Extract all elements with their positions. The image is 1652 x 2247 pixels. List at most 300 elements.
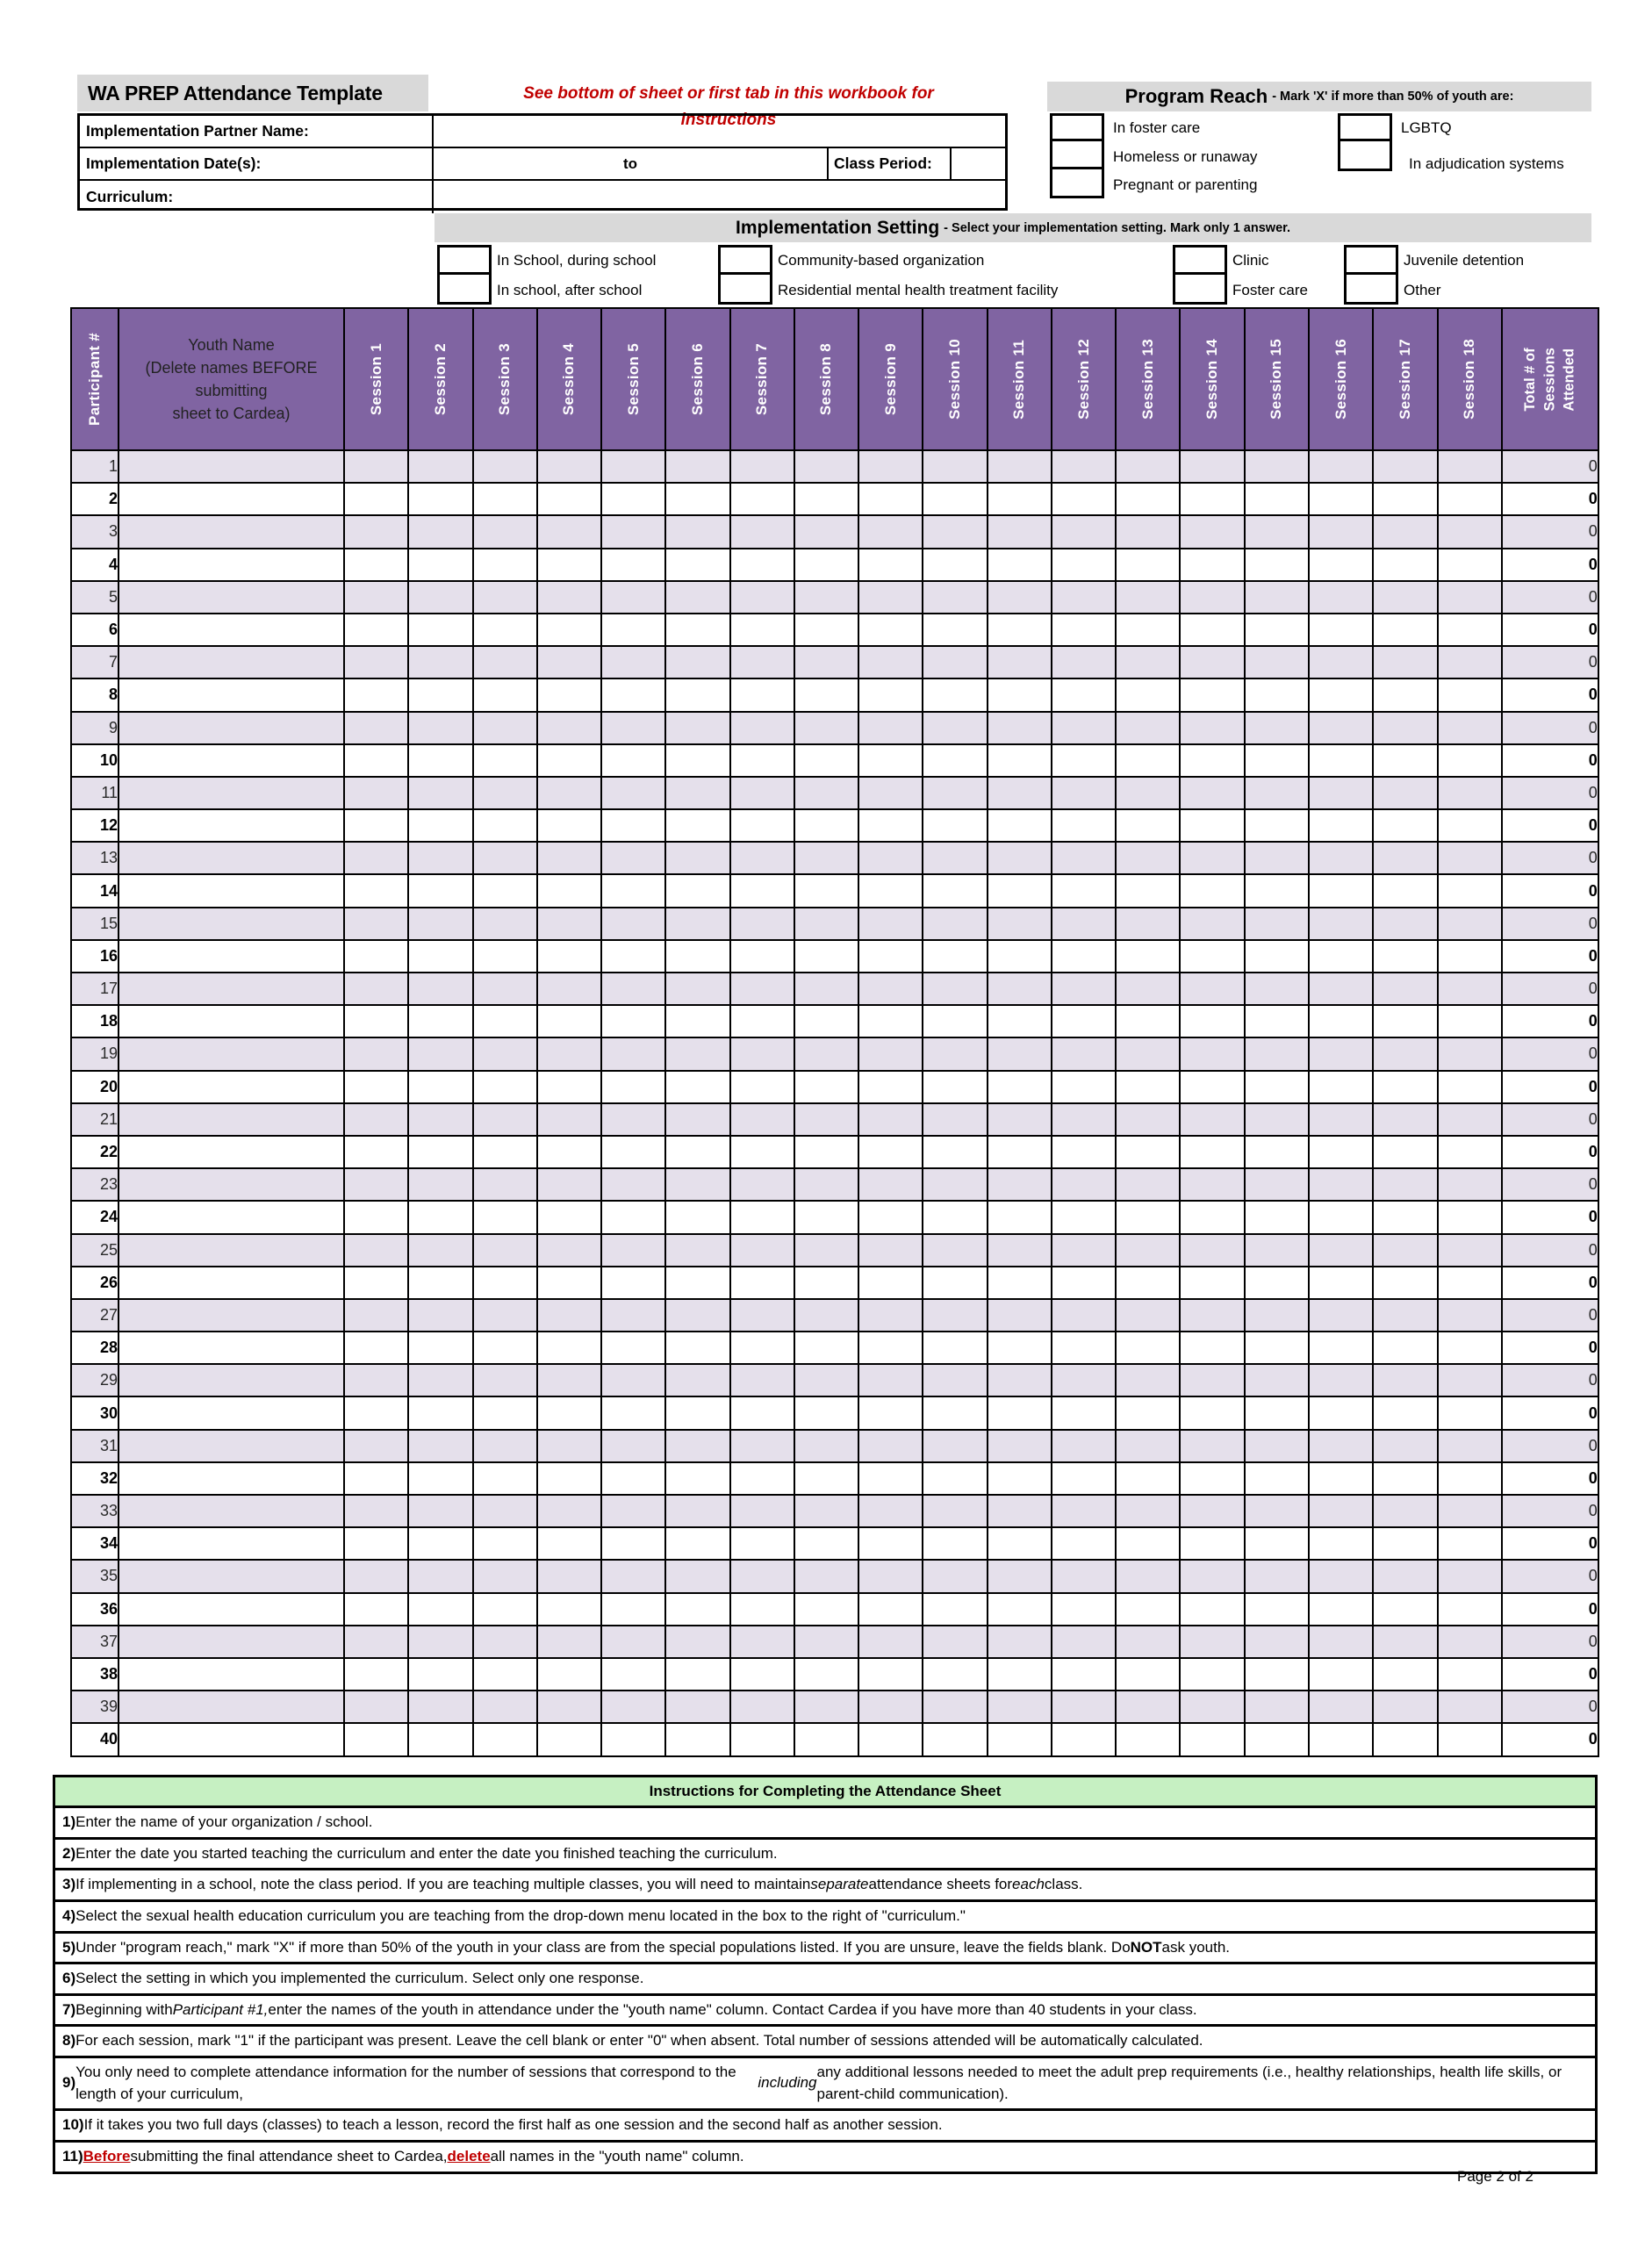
- session-18-cell[interactable]: [1438, 1364, 1502, 1396]
- session-7-cell[interactable]: [730, 908, 794, 940]
- session-5-cell[interactable]: [601, 450, 665, 483]
- session-7-cell[interactable]: [730, 614, 794, 646]
- session-13-cell[interactable]: [1116, 1299, 1180, 1332]
- session-17-cell[interactable]: [1373, 1037, 1437, 1070]
- session-14-cell[interactable]: [1180, 1267, 1244, 1299]
- session-16-cell[interactable]: [1309, 908, 1373, 940]
- session-15-cell[interactable]: [1245, 1201, 1309, 1233]
- session-15-cell[interactable]: [1245, 1037, 1309, 1070]
- session-6-cell[interactable]: [665, 1299, 729, 1332]
- session-17-cell[interactable]: [1373, 1723, 1437, 1755]
- session-10-cell[interactable]: [923, 581, 987, 614]
- session-6-cell[interactable]: [665, 1267, 729, 1299]
- youth-name-cell[interactable]: [119, 1691, 344, 1723]
- session-7-cell[interactable]: [730, 1037, 794, 1070]
- session-17-cell[interactable]: [1373, 1691, 1437, 1723]
- session-8-cell[interactable]: [794, 646, 858, 678]
- session-17-cell[interactable]: [1373, 678, 1437, 711]
- youth-name-cell[interactable]: [119, 1462, 344, 1495]
- session-14-cell[interactable]: [1180, 1168, 1244, 1201]
- youth-name-cell[interactable]: [119, 646, 344, 678]
- session-18-cell[interactable]: [1438, 1332, 1502, 1364]
- session-10-cell[interactable]: [923, 515, 987, 548]
- session-18-cell[interactable]: [1438, 581, 1502, 614]
- session-1-cell[interactable]: [344, 450, 408, 483]
- youth-name-cell[interactable]: [119, 1267, 344, 1299]
- session-11-cell[interactable]: [988, 1299, 1052, 1332]
- session-17-cell[interactable]: [1373, 1234, 1437, 1267]
- session-9-cell[interactable]: [858, 1201, 923, 1233]
- session-15-cell[interactable]: [1245, 1234, 1309, 1267]
- session-15-cell[interactable]: [1245, 809, 1309, 842]
- session-2-cell[interactable]: [408, 1136, 472, 1168]
- session-5-cell[interactable]: [601, 1691, 665, 1723]
- session-5-cell[interactable]: [601, 809, 665, 842]
- youth-name-cell[interactable]: [119, 1299, 344, 1332]
- session-13-cell[interactable]: [1116, 1495, 1180, 1527]
- session-12-cell[interactable]: [1052, 777, 1116, 809]
- session-16-cell[interactable]: [1309, 450, 1373, 483]
- session-3-cell[interactable]: [473, 678, 537, 711]
- session-15-cell[interactable]: [1245, 1691, 1309, 1723]
- session-15-cell[interactable]: [1245, 1005, 1309, 1037]
- session-14-cell[interactable]: [1180, 1299, 1244, 1332]
- session-12-cell[interactable]: [1052, 515, 1116, 548]
- session-1-cell[interactable]: [344, 1560, 408, 1592]
- session-13-cell[interactable]: [1116, 1364, 1180, 1396]
- session-5-cell[interactable]: [601, 1234, 665, 1267]
- session-13-cell[interactable]: [1116, 450, 1180, 483]
- session-12-cell[interactable]: [1052, 842, 1116, 874]
- session-16-cell[interactable]: [1309, 1495, 1373, 1527]
- session-14-cell[interactable]: [1180, 809, 1244, 842]
- session-11-cell[interactable]: [988, 1626, 1052, 1658]
- session-2-cell[interactable]: [408, 1462, 472, 1495]
- session-3-cell[interactable]: [473, 1168, 537, 1201]
- checkbox-foster-care[interactable]: [1050, 113, 1104, 141]
- session-8-cell[interactable]: [794, 450, 858, 483]
- session-4-cell[interactable]: [537, 1364, 601, 1396]
- session-7-cell[interactable]: [730, 1495, 794, 1527]
- session-18-cell[interactable]: [1438, 1495, 1502, 1527]
- implementation-dates-input[interactable]: to: [434, 148, 829, 179]
- session-18-cell[interactable]: [1438, 1626, 1502, 1658]
- session-1-cell[interactable]: [344, 809, 408, 842]
- session-5-cell[interactable]: [601, 1527, 665, 1560]
- session-6-cell[interactable]: [665, 483, 729, 515]
- session-17-cell[interactable]: [1373, 777, 1437, 809]
- session-2-cell[interactable]: [408, 1560, 472, 1592]
- session-2-cell[interactable]: [408, 940, 472, 973]
- session-14-cell[interactable]: [1180, 1201, 1244, 1233]
- session-15-cell[interactable]: [1245, 1267, 1309, 1299]
- session-4-cell[interactable]: [537, 809, 601, 842]
- session-11-cell[interactable]: [988, 483, 1052, 515]
- session-6-cell[interactable]: [665, 973, 729, 1005]
- session-3-cell[interactable]: [473, 1332, 537, 1364]
- youth-name-cell[interactable]: [119, 1005, 344, 1037]
- session-7-cell[interactable]: [730, 842, 794, 874]
- session-1-cell[interactable]: [344, 744, 408, 777]
- session-15-cell[interactable]: [1245, 712, 1309, 744]
- youth-name-cell[interactable]: [119, 744, 344, 777]
- session-16-cell[interactable]: [1309, 973, 1373, 1005]
- session-14-cell[interactable]: [1180, 1071, 1244, 1103]
- session-5-cell[interactable]: [601, 1396, 665, 1429]
- session-18-cell[interactable]: [1438, 678, 1502, 711]
- session-11-cell[interactable]: [988, 1430, 1052, 1462]
- session-12-cell[interactable]: [1052, 1560, 1116, 1592]
- session-7-cell[interactable]: [730, 744, 794, 777]
- session-17-cell[interactable]: [1373, 1201, 1437, 1233]
- session-6-cell[interactable]: [665, 777, 729, 809]
- session-6-cell[interactable]: [665, 1168, 729, 1201]
- session-16-cell[interactable]: [1309, 712, 1373, 744]
- session-7-cell[interactable]: [730, 1201, 794, 1233]
- session-6-cell[interactable]: [665, 1037, 729, 1070]
- session-17-cell[interactable]: [1373, 908, 1437, 940]
- session-3-cell[interactable]: [473, 1396, 537, 1429]
- session-10-cell[interactable]: [923, 1723, 987, 1755]
- session-15-cell[interactable]: [1245, 1364, 1309, 1396]
- session-16-cell[interactable]: [1309, 1234, 1373, 1267]
- session-9-cell[interactable]: [858, 581, 923, 614]
- session-18-cell[interactable]: [1438, 908, 1502, 940]
- checkbox-adjudication[interactable]: [1338, 141, 1392, 171]
- session-13-cell[interactable]: [1116, 940, 1180, 973]
- session-2-cell[interactable]: [408, 712, 472, 744]
- session-13-cell[interactable]: [1116, 515, 1180, 548]
- session-17-cell[interactable]: [1373, 1658, 1437, 1691]
- session-10-cell[interactable]: [923, 1658, 987, 1691]
- session-2-cell[interactable]: [408, 1299, 472, 1332]
- session-12-cell[interactable]: [1052, 1658, 1116, 1691]
- session-18-cell[interactable]: [1438, 1658, 1502, 1691]
- session-11-cell[interactable]: [988, 1527, 1052, 1560]
- session-16-cell[interactable]: [1309, 549, 1373, 581]
- session-2-cell[interactable]: [408, 908, 472, 940]
- session-13-cell[interactable]: [1116, 1560, 1180, 1592]
- session-13-cell[interactable]: [1116, 1103, 1180, 1136]
- session-15-cell[interactable]: [1245, 973, 1309, 1005]
- session-6-cell[interactable]: [665, 940, 729, 973]
- session-18-cell[interactable]: [1438, 1201, 1502, 1233]
- checkbox-in-school-after[interactable]: [437, 275, 492, 305]
- session-6-cell[interactable]: [665, 1430, 729, 1462]
- session-14-cell[interactable]: [1180, 1037, 1244, 1070]
- session-14-cell[interactable]: [1180, 1462, 1244, 1495]
- session-16-cell[interactable]: [1309, 1364, 1373, 1396]
- session-1-cell[interactable]: [344, 1234, 408, 1267]
- session-12-cell[interactable]: [1052, 973, 1116, 1005]
- session-6-cell[interactable]: [665, 1560, 729, 1592]
- session-3-cell[interactable]: [473, 646, 537, 678]
- session-7-cell[interactable]: [730, 549, 794, 581]
- session-11-cell[interactable]: [988, 809, 1052, 842]
- session-10-cell[interactable]: [923, 1136, 987, 1168]
- session-11-cell[interactable]: [988, 515, 1052, 548]
- session-9-cell[interactable]: [858, 515, 923, 548]
- session-6-cell[interactable]: [665, 450, 729, 483]
- session-18-cell[interactable]: [1438, 1037, 1502, 1070]
- session-2-cell[interactable]: [408, 1396, 472, 1429]
- session-11-cell[interactable]: [988, 1136, 1052, 1168]
- session-18-cell[interactable]: [1438, 1430, 1502, 1462]
- youth-name-cell[interactable]: [119, 614, 344, 646]
- session-2-cell[interactable]: [408, 973, 472, 1005]
- session-2-cell[interactable]: [408, 1005, 472, 1037]
- session-10-cell[interactable]: [923, 1430, 987, 1462]
- session-4-cell[interactable]: [537, 744, 601, 777]
- session-10-cell[interactable]: [923, 1071, 987, 1103]
- session-11-cell[interactable]: [988, 678, 1052, 711]
- session-2-cell[interactable]: [408, 1103, 472, 1136]
- session-4-cell[interactable]: [537, 1037, 601, 1070]
- session-5-cell[interactable]: [601, 1430, 665, 1462]
- session-9-cell[interactable]: [858, 678, 923, 711]
- session-13-cell[interactable]: [1116, 1136, 1180, 1168]
- session-8-cell[interactable]: [794, 678, 858, 711]
- session-5-cell[interactable]: [601, 1299, 665, 1332]
- session-15-cell[interactable]: [1245, 1626, 1309, 1658]
- youth-name-cell[interactable]: [119, 581, 344, 614]
- session-9-cell[interactable]: [858, 1234, 923, 1267]
- session-1-cell[interactable]: [344, 515, 408, 548]
- session-18-cell[interactable]: [1438, 1560, 1502, 1592]
- youth-name-cell[interactable]: [119, 1723, 344, 1755]
- session-10-cell[interactable]: [923, 678, 987, 711]
- session-17-cell[interactable]: [1373, 1071, 1437, 1103]
- session-5-cell[interactable]: [601, 1626, 665, 1658]
- session-12-cell[interactable]: [1052, 1071, 1116, 1103]
- session-2-cell[interactable]: [408, 1723, 472, 1755]
- session-14-cell[interactable]: [1180, 1396, 1244, 1429]
- session-17-cell[interactable]: [1373, 842, 1437, 874]
- session-6-cell[interactable]: [665, 1332, 729, 1364]
- session-3-cell[interactable]: [473, 614, 537, 646]
- session-5-cell[interactable]: [601, 973, 665, 1005]
- session-18-cell[interactable]: [1438, 973, 1502, 1005]
- session-6-cell[interactable]: [665, 1005, 729, 1037]
- session-12-cell[interactable]: [1052, 1396, 1116, 1429]
- session-8-cell[interactable]: [794, 1462, 858, 1495]
- session-16-cell[interactable]: [1309, 1168, 1373, 1201]
- session-4-cell[interactable]: [537, 1396, 601, 1429]
- session-8-cell[interactable]: [794, 777, 858, 809]
- session-16-cell[interactable]: [1309, 1593, 1373, 1626]
- session-16-cell[interactable]: [1309, 744, 1373, 777]
- session-2-cell[interactable]: [408, 1234, 472, 1267]
- session-11-cell[interactable]: [988, 1593, 1052, 1626]
- session-6-cell[interactable]: [665, 1071, 729, 1103]
- session-3-cell[interactable]: [473, 874, 537, 907]
- session-5-cell[interactable]: [601, 1364, 665, 1396]
- session-7-cell[interactable]: [730, 1462, 794, 1495]
- session-6-cell[interactable]: [665, 1201, 729, 1233]
- session-5-cell[interactable]: [601, 842, 665, 874]
- session-1-cell[interactable]: [344, 1071, 408, 1103]
- session-1-cell[interactable]: [344, 1168, 408, 1201]
- session-5-cell[interactable]: [601, 908, 665, 940]
- session-18-cell[interactable]: [1438, 614, 1502, 646]
- youth-name-cell[interactable]: [119, 1626, 344, 1658]
- session-11-cell[interactable]: [988, 842, 1052, 874]
- session-8-cell[interactable]: [794, 1527, 858, 1560]
- session-7-cell[interactable]: [730, 973, 794, 1005]
- youth-name-cell[interactable]: [119, 1527, 344, 1560]
- session-1-cell[interactable]: [344, 549, 408, 581]
- youth-name-cell[interactable]: [119, 1103, 344, 1136]
- session-10-cell[interactable]: [923, 874, 987, 907]
- session-3-cell[interactable]: [473, 450, 537, 483]
- session-8-cell[interactable]: [794, 483, 858, 515]
- session-12-cell[interactable]: [1052, 450, 1116, 483]
- session-2-cell[interactable]: [408, 1267, 472, 1299]
- session-3-cell[interactable]: [473, 1364, 537, 1396]
- session-16-cell[interactable]: [1309, 1299, 1373, 1332]
- session-15-cell[interactable]: [1245, 1299, 1309, 1332]
- session-12-cell[interactable]: [1052, 614, 1116, 646]
- session-1-cell[interactable]: [344, 614, 408, 646]
- session-11-cell[interactable]: [988, 1168, 1052, 1201]
- session-7-cell[interactable]: [730, 712, 794, 744]
- session-8-cell[interactable]: [794, 874, 858, 907]
- session-7-cell[interactable]: [730, 1658, 794, 1691]
- session-3-cell[interactable]: [473, 1103, 537, 1136]
- session-6-cell[interactable]: [665, 874, 729, 907]
- session-2-cell[interactable]: [408, 678, 472, 711]
- session-4-cell[interactable]: [537, 1462, 601, 1495]
- session-18-cell[interactable]: [1438, 1299, 1502, 1332]
- session-17-cell[interactable]: [1373, 549, 1437, 581]
- session-9-cell[interactable]: [858, 646, 923, 678]
- session-1-cell[interactable]: [344, 1462, 408, 1495]
- session-9-cell[interactable]: [858, 1495, 923, 1527]
- youth-name-cell[interactable]: [119, 842, 344, 874]
- session-4-cell[interactable]: [537, 1723, 601, 1755]
- session-18-cell[interactable]: [1438, 1234, 1502, 1267]
- session-9-cell[interactable]: [858, 1626, 923, 1658]
- session-15-cell[interactable]: [1245, 1462, 1309, 1495]
- session-11-cell[interactable]: [988, 646, 1052, 678]
- session-1-cell[interactable]: [344, 1658, 408, 1691]
- session-18-cell[interactable]: [1438, 1527, 1502, 1560]
- session-10-cell[interactable]: [923, 646, 987, 678]
- session-7-cell[interactable]: [730, 1267, 794, 1299]
- session-11-cell[interactable]: [988, 874, 1052, 907]
- session-3-cell[interactable]: [473, 1005, 537, 1037]
- session-14-cell[interactable]: [1180, 1593, 1244, 1626]
- session-4-cell[interactable]: [537, 1005, 601, 1037]
- session-11-cell[interactable]: [988, 1364, 1052, 1396]
- session-5-cell[interactable]: [601, 1560, 665, 1592]
- checkbox-foster-care-setting[interactable]: [1173, 275, 1227, 305]
- session-14-cell[interactable]: [1180, 777, 1244, 809]
- session-4-cell[interactable]: [537, 1071, 601, 1103]
- session-1-cell[interactable]: [344, 940, 408, 973]
- session-4-cell[interactable]: [537, 777, 601, 809]
- session-10-cell[interactable]: [923, 1527, 987, 1560]
- session-7-cell[interactable]: [730, 1332, 794, 1364]
- session-16-cell[interactable]: [1309, 1396, 1373, 1429]
- youth-name-cell[interactable]: [119, 1593, 344, 1626]
- session-4-cell[interactable]: [537, 1593, 601, 1626]
- session-6-cell[interactable]: [665, 646, 729, 678]
- session-15-cell[interactable]: [1245, 908, 1309, 940]
- session-18-cell[interactable]: [1438, 1723, 1502, 1755]
- session-3-cell[interactable]: [473, 1527, 537, 1560]
- session-8-cell[interactable]: [794, 973, 858, 1005]
- session-6-cell[interactable]: [665, 1626, 729, 1658]
- session-9-cell[interactable]: [858, 712, 923, 744]
- session-5-cell[interactable]: [601, 515, 665, 548]
- session-10-cell[interactable]: [923, 1103, 987, 1136]
- session-17-cell[interactable]: [1373, 1495, 1437, 1527]
- session-15-cell[interactable]: [1245, 744, 1309, 777]
- session-5-cell[interactable]: [601, 1136, 665, 1168]
- session-17-cell[interactable]: [1373, 712, 1437, 744]
- session-8-cell[interactable]: [794, 809, 858, 842]
- session-11-cell[interactable]: [988, 549, 1052, 581]
- youth-name-cell[interactable]: [119, 1136, 344, 1168]
- session-13-cell[interactable]: [1116, 712, 1180, 744]
- session-4-cell[interactable]: [537, 1267, 601, 1299]
- session-11-cell[interactable]: [988, 973, 1052, 1005]
- class-period-input[interactable]: [952, 148, 1003, 179]
- session-6-cell[interactable]: [665, 678, 729, 711]
- session-8-cell[interactable]: [794, 515, 858, 548]
- session-15-cell[interactable]: [1245, 581, 1309, 614]
- session-14-cell[interactable]: [1180, 1103, 1244, 1136]
- session-16-cell[interactable]: [1309, 515, 1373, 548]
- session-14-cell[interactable]: [1180, 1527, 1244, 1560]
- session-3-cell[interactable]: [473, 515, 537, 548]
- session-11-cell[interactable]: [988, 581, 1052, 614]
- session-10-cell[interactable]: [923, 777, 987, 809]
- session-4-cell[interactable]: [537, 1299, 601, 1332]
- session-1-cell[interactable]: [344, 1267, 408, 1299]
- session-17-cell[interactable]: [1373, 1168, 1437, 1201]
- session-10-cell[interactable]: [923, 809, 987, 842]
- session-8-cell[interactable]: [794, 1168, 858, 1201]
- session-18-cell[interactable]: [1438, 874, 1502, 907]
- session-5-cell[interactable]: [601, 1005, 665, 1037]
- youth-name-cell[interactable]: [119, 1560, 344, 1592]
- session-5-cell[interactable]: [601, 1723, 665, 1755]
- session-16-cell[interactable]: [1309, 809, 1373, 842]
- session-6-cell[interactable]: [665, 1396, 729, 1429]
- session-7-cell[interactable]: [730, 1136, 794, 1168]
- session-7-cell[interactable]: [730, 581, 794, 614]
- session-14-cell[interactable]: [1180, 744, 1244, 777]
- session-9-cell[interactable]: [858, 1103, 923, 1136]
- session-14-cell[interactable]: [1180, 581, 1244, 614]
- session-16-cell[interactable]: [1309, 1267, 1373, 1299]
- session-1-cell[interactable]: [344, 1005, 408, 1037]
- session-8-cell[interactable]: [794, 1691, 858, 1723]
- session-12-cell[interactable]: [1052, 1201, 1116, 1233]
- session-14-cell[interactable]: [1180, 678, 1244, 711]
- youth-name-cell[interactable]: [119, 777, 344, 809]
- session-14-cell[interactable]: [1180, 1723, 1244, 1755]
- session-9-cell[interactable]: [858, 1168, 923, 1201]
- session-11-cell[interactable]: [988, 744, 1052, 777]
- session-6-cell[interactable]: [665, 1364, 729, 1396]
- session-10-cell[interactable]: [923, 1267, 987, 1299]
- session-12-cell[interactable]: [1052, 646, 1116, 678]
- session-14-cell[interactable]: [1180, 646, 1244, 678]
- session-8-cell[interactable]: [794, 614, 858, 646]
